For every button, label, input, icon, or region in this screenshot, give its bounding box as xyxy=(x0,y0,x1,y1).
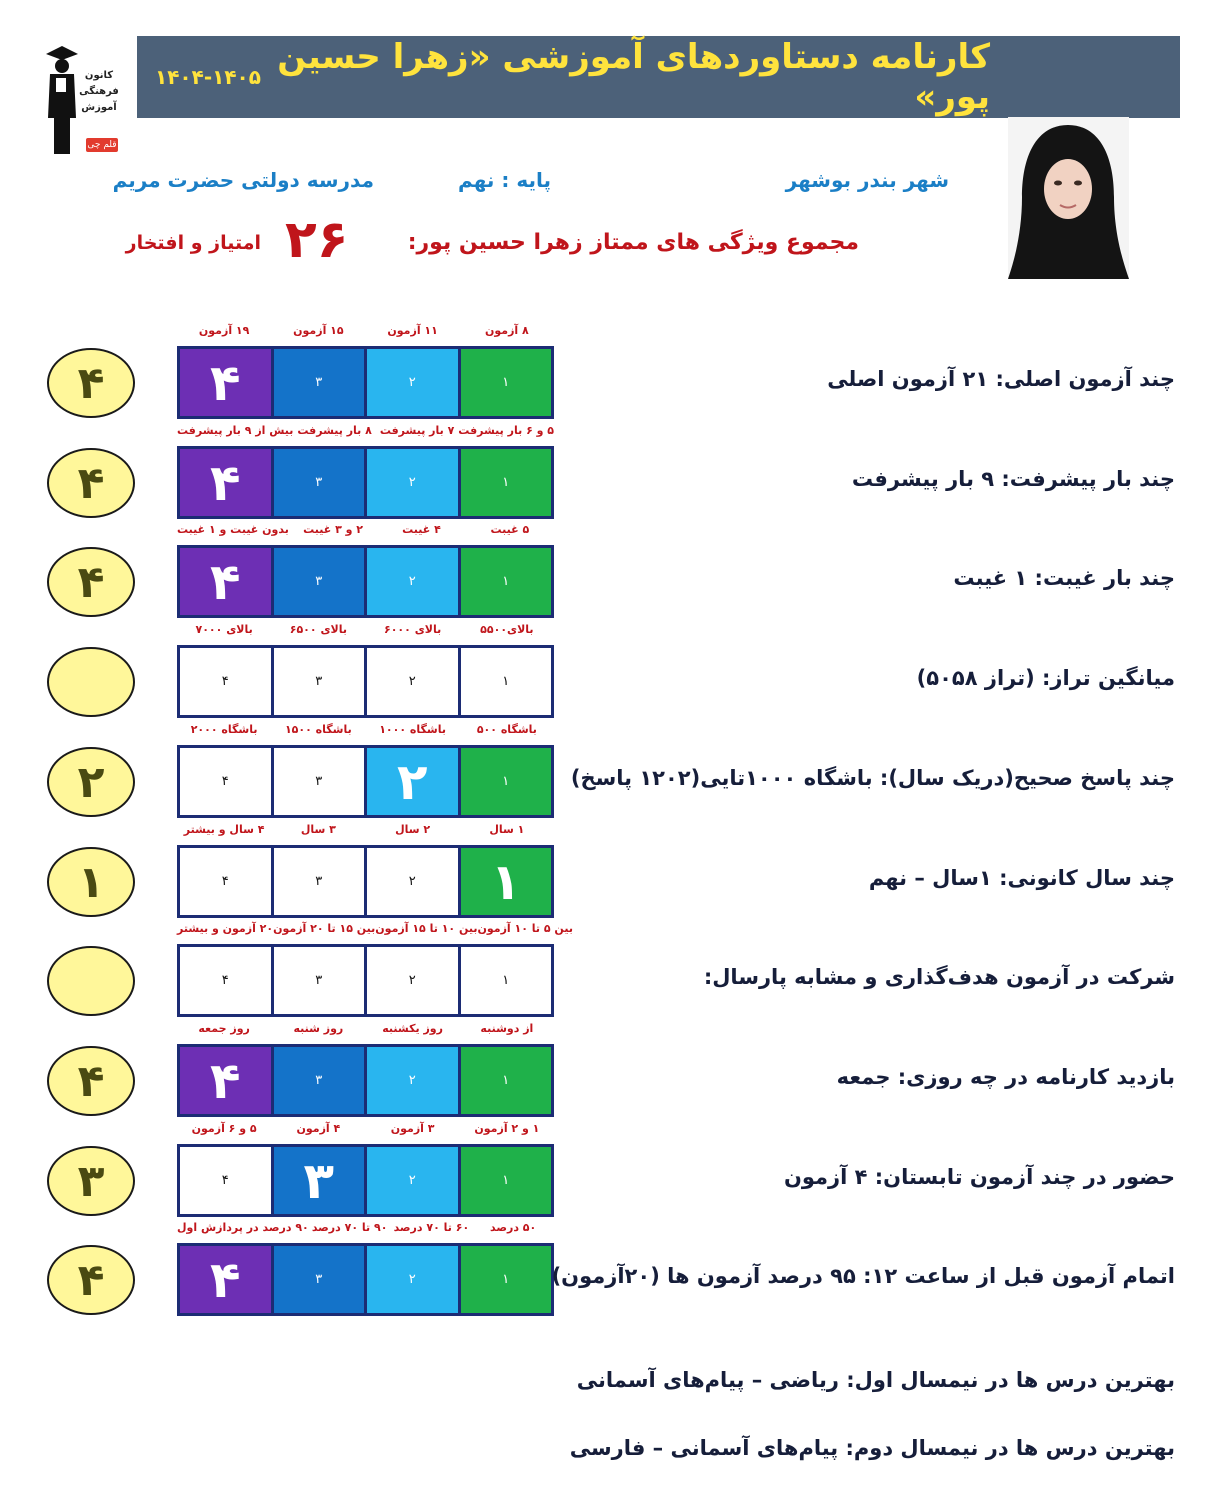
achievement-text: چند آزمون اصلی: ۲۱ آزمون اصلی xyxy=(827,367,1175,391)
level-cell: ۴ xyxy=(180,748,271,815)
graduate-figure-icon xyxy=(44,44,78,156)
score-circle: ۴ xyxy=(47,1046,135,1116)
achievement-text: میانگین تراز: (تراز ۵۰۵۸) xyxy=(916,666,1175,690)
level-label: بیش از ۹ بار پیشرفت xyxy=(177,424,294,437)
level-cell: ۳ xyxy=(274,748,365,815)
logo-line: کانون xyxy=(84,70,114,81)
level-grid xyxy=(177,545,554,618)
logo-badge: قلم چی xyxy=(87,140,117,150)
school-label: مدرسه دولتی حضرت مریم xyxy=(112,168,374,192)
header-years: ۱۴۰۴-۱۴۰۵ xyxy=(155,65,261,89)
level-label: ۸ آزمون xyxy=(485,324,529,337)
level-label: ۸ بار پیشرفت xyxy=(297,424,372,437)
level-label: باشگاه ۲۰۰۰ xyxy=(190,723,258,736)
kanoon-logo xyxy=(42,36,122,154)
header-title: کارنامه دستاوردهای آموزشی «زهرا حسین پور» xyxy=(277,37,990,117)
logo-text xyxy=(76,68,122,116)
level-grid xyxy=(177,944,554,1017)
level-label: ۴ آزمون xyxy=(296,1122,341,1135)
level-cell: ۳ xyxy=(274,548,365,615)
score-circle xyxy=(47,946,135,1016)
level-labels xyxy=(177,324,554,337)
level-cell: ۴ xyxy=(180,1246,271,1313)
score-circle xyxy=(47,647,135,717)
level-cell: ۲ xyxy=(367,349,458,416)
score-circle: ۲ xyxy=(47,747,135,817)
level-grid xyxy=(177,446,554,519)
level-label: ۶۰ تا ۷۰ درصد xyxy=(393,1221,470,1234)
level-grid xyxy=(177,346,554,419)
level-cell: ۱ xyxy=(461,1047,552,1114)
level-label: روز شنبه xyxy=(293,1022,344,1035)
level-grid xyxy=(177,1044,554,1117)
level-cell: ۴ xyxy=(180,947,271,1014)
total-label: مجموع ویژگی های ممتاز زهرا حسین پور: xyxy=(407,230,859,255)
level-labels xyxy=(177,823,554,836)
level-cell: ۲ xyxy=(367,1147,458,1214)
level-cell: ۱ xyxy=(461,449,552,516)
level-cell: ۱ xyxy=(461,848,552,915)
best-subjects-term2: بهترین درس ها در نیمسال دوم: پیام‌های آسمانی – فارسی xyxy=(569,1436,1175,1460)
best-subjects-term1: بهترین درس ها در نیمسال اول: ریاضی – پیام‌های آسمانی xyxy=(576,1368,1175,1392)
level-cell: ۳ xyxy=(274,449,365,516)
level-label: ۵۰ درصد xyxy=(490,1221,537,1234)
level-labels xyxy=(177,424,554,437)
achievement-text: چند بار پیشرفت: ۹ بار پیشرفت xyxy=(851,467,1175,491)
level-labels xyxy=(177,1122,554,1135)
level-label: ۷ بار پیشرفت xyxy=(379,424,455,437)
level-label: ۲ سال xyxy=(395,823,431,836)
level-cell: ۱ xyxy=(461,1246,552,1313)
level-label: ۹۰ درصد در پردازش اول xyxy=(177,1221,309,1234)
level-label: ۵ غیبت xyxy=(490,523,530,536)
score-circle: ۳ xyxy=(47,1146,135,1216)
achievement-text: اتمام آزمون قبل از ساعت ۱۲: ۹۵ درصد آزمون ها (۲۰آزمون) xyxy=(551,1264,1175,1288)
level-label: بالای ۶۵۰۰ xyxy=(289,623,347,636)
score-circle: ۴ xyxy=(47,1245,135,1315)
level-labels xyxy=(177,623,554,636)
level-label: ۲۰ آزمون و بیشتر xyxy=(177,922,274,935)
level-label: ۱۹ آزمون xyxy=(198,324,250,337)
level-label: باشگاه ۱۵۰۰ xyxy=(284,723,352,736)
level-grid xyxy=(177,745,554,818)
achievement-text: چند پاسخ صحیح(دریک سال): باشگاه ۱۰۰۰تایی(۱۲۰۲ پاسخ) xyxy=(570,766,1175,790)
level-cell: ۲ xyxy=(367,648,458,715)
logo-line: آموزش xyxy=(81,102,117,113)
level-label: بین ۱۵ تا ۲۰ آزمون xyxy=(273,922,376,935)
level-cell: ۴ xyxy=(180,1047,271,1114)
level-label: باشگاه ۵۰۰ xyxy=(476,723,537,736)
level-cell: ۲ xyxy=(367,548,458,615)
level-label: بالای۵۵۰۰ xyxy=(480,623,534,636)
level-label: ۲ و ۳ غیبت xyxy=(303,523,364,536)
level-cell: ۱ xyxy=(461,349,552,416)
level-cell: ۴ xyxy=(180,1147,271,1214)
level-label: ۱ و ۲ آزمون xyxy=(474,1122,540,1135)
level-label: ۱ سال xyxy=(489,823,525,836)
achievement-text: شرکت در آزمون هدف‌گذاری و مشابه پارسال: xyxy=(703,965,1175,989)
level-labels xyxy=(177,922,573,935)
city-label: شهر بندر بوشهر xyxy=(785,168,949,192)
achievement-text: بازدید کارنامه در چه روزی: جمعه xyxy=(836,1065,1175,1089)
level-label: ۹۰ تا ۷۰ درصد xyxy=(311,1221,388,1234)
level-label: ۳ آزمون xyxy=(390,1122,435,1135)
score-circle: ۴ xyxy=(47,348,135,418)
level-labels xyxy=(177,723,554,736)
level-label: بدون غیبت و ۱ غیبت xyxy=(177,523,289,536)
level-labels xyxy=(177,1022,554,1035)
student-photo xyxy=(1008,117,1129,279)
level-cell: ۲ xyxy=(367,449,458,516)
level-label: روز جمعه xyxy=(198,1022,250,1035)
level-cell: ۴ xyxy=(180,848,271,915)
achievement-text: چند سال کانونی: ۱سال – نهم xyxy=(868,866,1175,890)
level-cell: ۴ xyxy=(180,548,271,615)
level-label: ۳ سال xyxy=(300,823,336,836)
level-cell: ۴ xyxy=(180,349,271,416)
level-label: ۴ سال و بیشتر xyxy=(183,823,265,836)
logo-line: فرهنگی xyxy=(79,86,119,97)
level-cell: ۳ xyxy=(274,648,365,715)
level-label: بین ۱۰ تا ۱۵ آزمون xyxy=(375,922,478,935)
level-labels xyxy=(177,1221,554,1234)
level-label: ۵ و ۶ بار پیشرفت xyxy=(458,424,554,437)
score-circle: ۱ xyxy=(47,847,135,917)
level-cell: ۳ xyxy=(274,1147,365,1214)
level-cell: ۱ xyxy=(461,1147,552,1214)
level-cell: ۴ xyxy=(180,648,271,715)
level-label: باشگاه ۱۰۰۰ xyxy=(379,723,447,736)
total-score: ۲۶ xyxy=(285,210,349,270)
level-cell: ۲ xyxy=(367,1246,458,1313)
achievement-text: حضور در چند آزمون تابستان: ۴ آزمون xyxy=(783,1165,1175,1189)
score-circle: ۴ xyxy=(47,448,135,518)
level-label: بالای ۷۰۰۰ xyxy=(195,623,253,636)
level-cell: ۱ xyxy=(461,548,552,615)
level-label: بین ۵ تا ۱۰ آزمون xyxy=(477,922,573,935)
level-grid xyxy=(177,645,554,718)
grade-label: پایه : نهم xyxy=(458,168,551,192)
level-grid xyxy=(177,1144,554,1217)
level-cell: ۳ xyxy=(274,1047,365,1114)
level-label: بالای ۶۰۰۰ xyxy=(384,623,442,636)
level-cell: ۲ xyxy=(367,748,458,815)
achievement-text: چند بار غیبت: ۱ غیبت xyxy=(953,566,1175,590)
header-bar xyxy=(137,36,1180,118)
level-cell: ۳ xyxy=(274,1246,365,1313)
student-portrait-icon xyxy=(1008,117,1129,279)
level-cell: ۱ xyxy=(461,947,552,1014)
level-cell: ۲ xyxy=(367,1047,458,1114)
level-label: ۴ غیبت xyxy=(402,523,441,536)
level-grid xyxy=(177,1243,554,1316)
level-cell: ۴ xyxy=(180,449,271,516)
level-label: روز یکشنبه xyxy=(382,1022,443,1035)
level-cell: ۳ xyxy=(274,349,365,416)
level-grid xyxy=(177,845,554,918)
level-cell: ۲ xyxy=(367,947,458,1014)
level-label: ۱۱ آزمون xyxy=(387,324,438,337)
level-cell: ۱ xyxy=(461,648,552,715)
level-cell: ۳ xyxy=(274,848,365,915)
level-label: ۵ و ۶ آزمون xyxy=(191,1122,257,1135)
level-cell: ۱ xyxy=(461,748,552,815)
total-unit: امتیاز و افتخار xyxy=(125,232,261,254)
level-cell: ۳ xyxy=(274,947,365,1014)
level-labels xyxy=(177,523,554,536)
level-label: از دوشنبه xyxy=(480,1022,534,1035)
level-label: ۱۵ آزمون xyxy=(293,324,344,337)
score-circle: ۴ xyxy=(47,547,135,617)
level-cell: ۲ xyxy=(367,848,458,915)
